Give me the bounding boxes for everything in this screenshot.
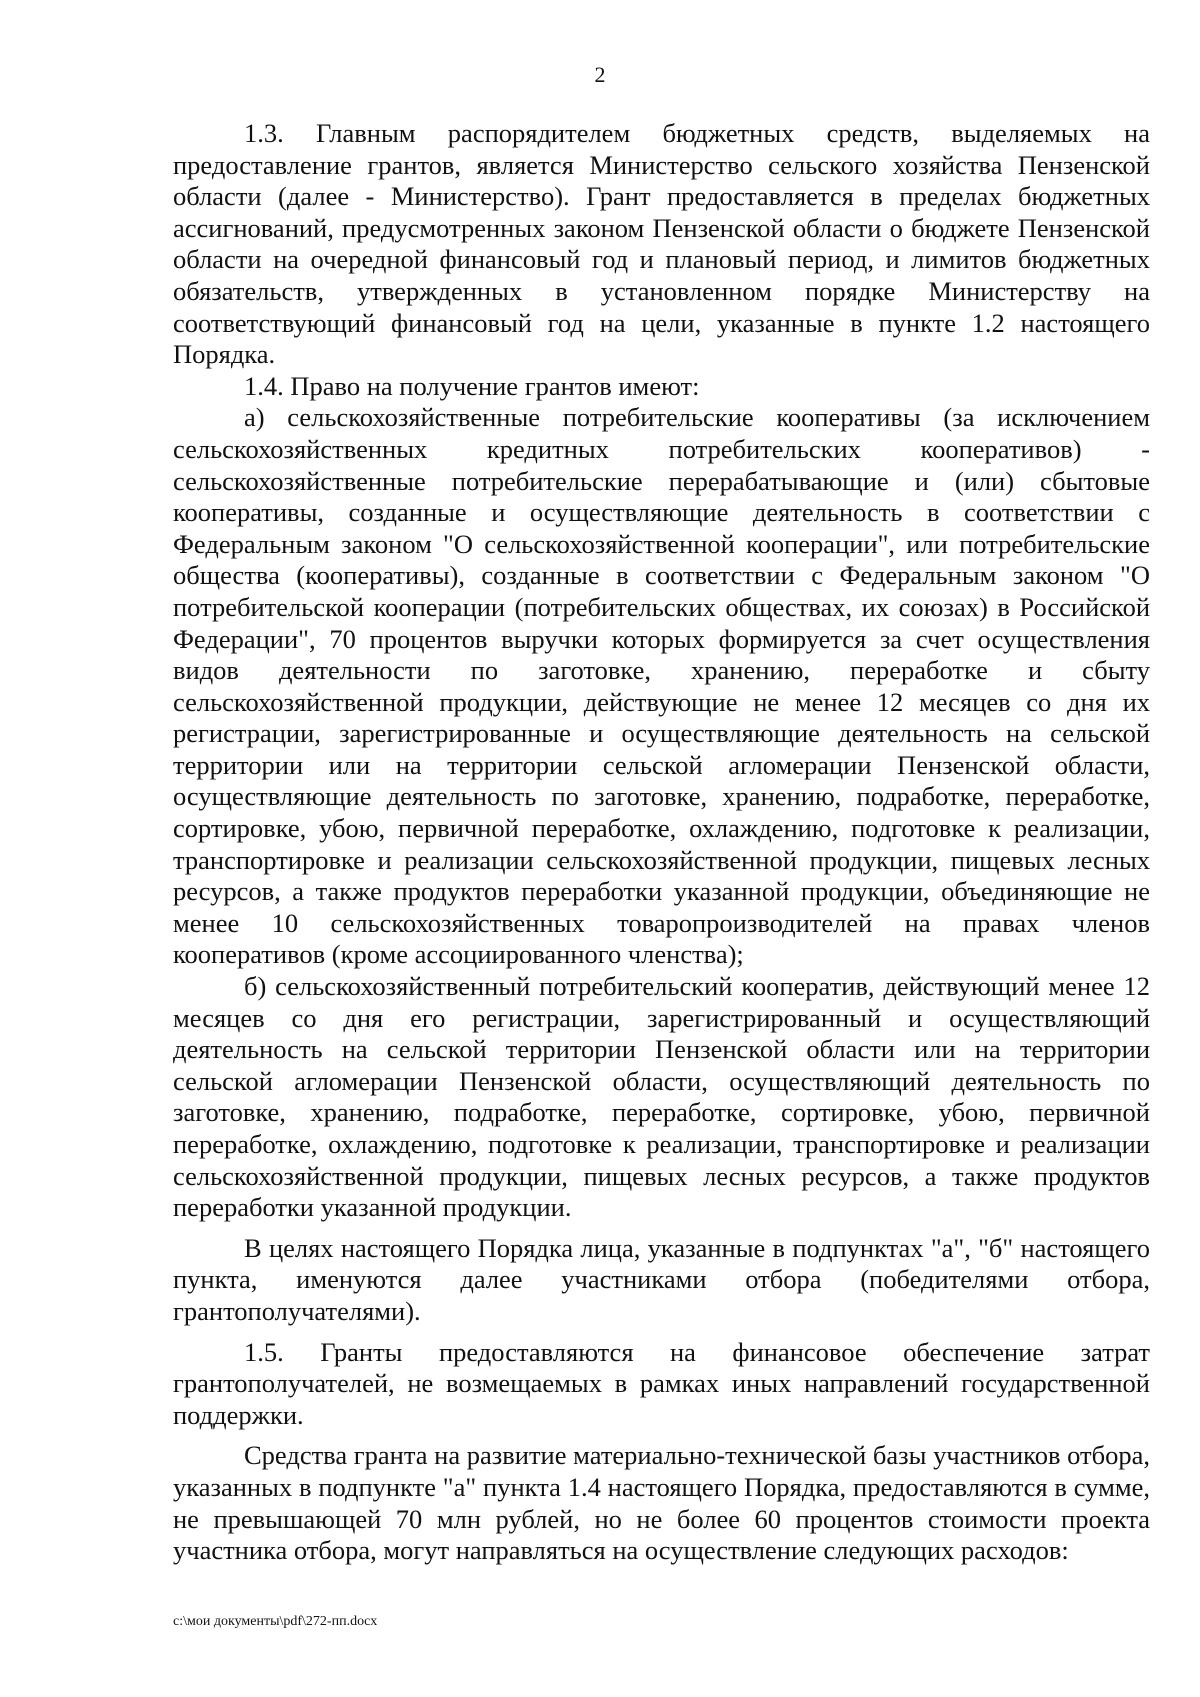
paragraph-1-5: 1.5. Гранты предоставляются на финансовое обеспечение затрат грантополучателей, не возмещаемых в рамках иных направлений государственной поддержки. xyxy=(173,1336,1150,1430)
paragraph-grant-funds: Средства гранта на развитие материально-технической базы участников отбора, указанных в подпункте "а" пункта 1.4 настоящего Порядка, предоставляются в сумме, не превышающей 70 млн рублей, но не более 60 процентов стоимости проекта участника отбора, могут направляться на осуществление следующих расходов: xyxy=(173,1440,1150,1566)
document-body xyxy=(173,118,1150,1567)
paragraph-1-4-b: б) сельскохозяйственный потребительский кооператив, действующий менее 12 месяцев со дня его регистрации, зарегистрированный и осуществляющий деятельность на сельской территории Пензенской области или на территории сельской агломерации Пензенской области, осуществляющий деятельность по заготовке, хранению, подработке, переработке, сортировке, убою, первичной переработке, охлаждению, подготовке к реализации, транспортировке и реализации сельскохозяйственной продукции, пищевых лесных ресурсов, а также продуктов переработки указанной продукции. xyxy=(173,971,1150,1223)
paragraph-definition: В целях настоящего Порядка лица, указанные в подпунктах "а", "б" настоящего пункта, именуются далее участниками отбора (победителями отбора, грантополучателями). xyxy=(173,1232,1150,1326)
footer-file-path: c:\мои документы\pdf\272-пп.docx xyxy=(173,1614,378,1629)
page-number: 2 xyxy=(594,62,606,87)
paragraph-1-3: 1.3. Главным распорядителем бюджетных средств, выделяемых на предоставление грантов, является Министерство сельского хозяйства Пензенской области (далее - Министерство). Грант предоставляется в пределах бюджетных ассигнований, предусмотренных законом Пензенской области о бюджете Пензенской области на очередной финансовый год и плановый период, и лимитов бюджетных обязательств, утвержденных в установленном порядке Министерству на соответствующий финансовый год на цели, указанные в пункте 1.2 настоящего Порядка. xyxy=(173,118,1150,370)
paragraph-1-4: 1.4. Право на получение грантов имеют: xyxy=(244,370,700,401)
paragraph-1-4-a: а) сельскохозяйственные потребительские кооперативы (за исключением сельскохозяйственных кредитных потребительских кооперативов) - сельскохозяйственные потребительские перерабатывающие и (или) сбытовые кооперативы, созданные и осуществляющие деятельность в соответствии с Федеральным законом "О сельскохозяйственной кооперации", или потребительские общества (кооперативы), созданные в соответствии с Федеральным законом "О потребительской кооперации (потребительских обществах, их союзах) в Российской Федерации", 70 процентов выручки которых формируется за счет осуществления видов деятельности по заготовке, хранению, переработке и сбыту сельскохозяйственной продукции, действующие не менее 12 месяцев со дня их регистрации, зарегистрированные и осуществляющие деятельность на сельской территории или на территории сельской агломерации Пензенской области, осуществляющие деятельность по заготовке, хранению, подработке, переработке, сортировке, убою, первичной переработке, охлаждению, подготовке к реализации, транспортировке и реализации сельскохозяйственной продукции, пищевых лесных ресурсов, а также продуктов переработки указанной продукции, объединяющие не менее 10 сельскохозяйственных товаропроизводителей на правах членов кооперативов (кроме ассоциированного членства); xyxy=(173,402,1150,970)
